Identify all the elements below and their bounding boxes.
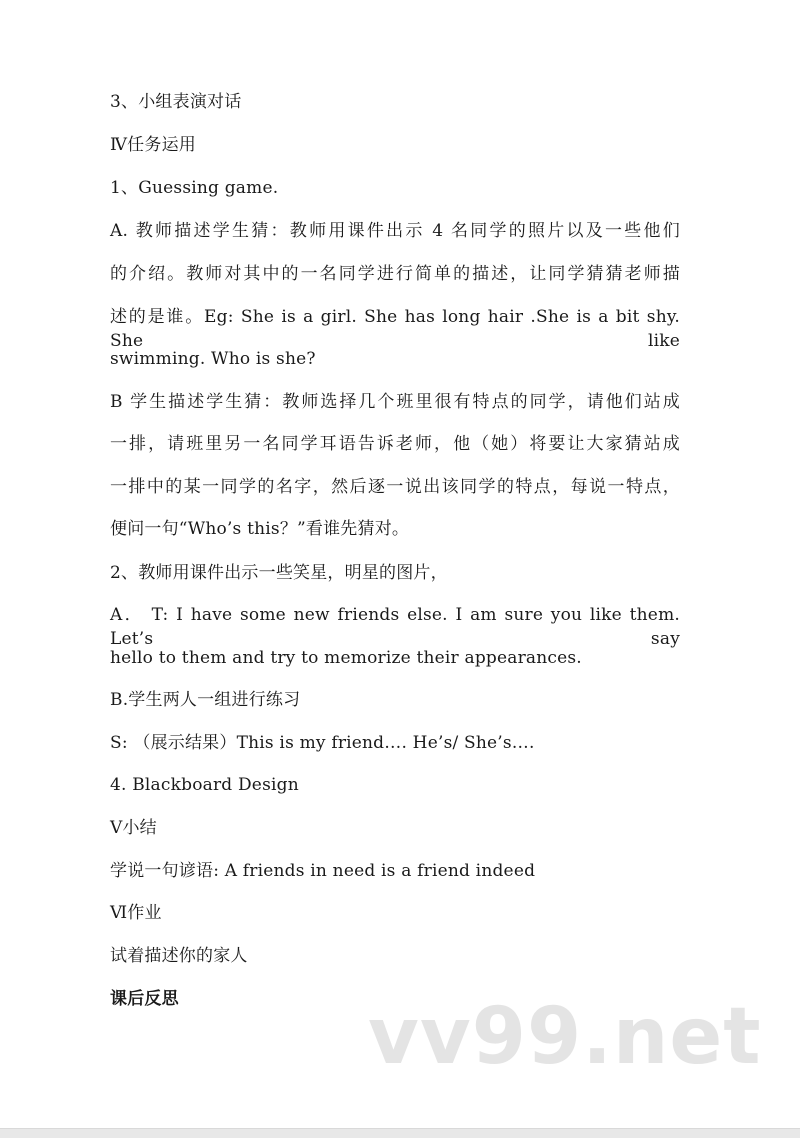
text-line: 2、教师用课件出示一些笑星，明星的图片， bbox=[110, 563, 448, 583]
text-line: B.学生两人一组进行练习 bbox=[110, 690, 301, 710]
text-line: A. 教师描述学生猜：教师用课件出示 4 名同学的照片以及一些他们 bbox=[110, 221, 680, 241]
text-line: B 学生描述学生猜：教师选择几个班里很有特点的同学，请他们站成 bbox=[110, 392, 680, 412]
section-heading: Ⅳ任务运用 bbox=[110, 135, 196, 155]
text-line: 试着描述你的家人 bbox=[110, 946, 248, 966]
text-line: 的介绍。教师对其中的一名同学进行简单的描述，让同学猜猜老师描 bbox=[110, 264, 680, 284]
text-line: A． T: I have some new friends else. I am sure you like them. Let’s say bbox=[110, 605, 680, 649]
section-heading: Ⅵ作业 bbox=[110, 903, 162, 923]
text-line: hello to them and try to memorize their appearances. bbox=[110, 648, 582, 668]
text-line: S: （展示结果）This is my friend…. He’s/ She’s…. bbox=[110, 733, 535, 753]
text-line: 一排，请班里另一名同学耳语告诉老师，他（她）将要让大家猜站成 bbox=[110, 434, 680, 454]
text-line: 述的是谁。Eg: She is a girl. She has long hair .She is a bit shy. She like bbox=[110, 307, 680, 351]
text-line: 学说一句谚语: A friends in need is a friend indeed bbox=[110, 861, 536, 881]
watermark-logo: vv99.net bbox=[368, 992, 762, 1082]
text-line: 1、Guessing game. bbox=[110, 178, 279, 198]
section-heading: Ⅴ小结 bbox=[110, 818, 157, 838]
text-line: 一排中的某一同学的名字，然后逐一说出该同学的特点，每说一特点， bbox=[110, 477, 680, 497]
text-line: 3、小组表演对话 bbox=[110, 92, 242, 112]
reflection-heading: 课后反思 bbox=[110, 989, 179, 1009]
text-line: 便问一句“Who’s this？”看谁先猜对。 bbox=[110, 519, 410, 539]
text-line: swimming. Who is she? bbox=[110, 349, 316, 369]
text-line: 4. Blackboard Design bbox=[110, 775, 299, 795]
